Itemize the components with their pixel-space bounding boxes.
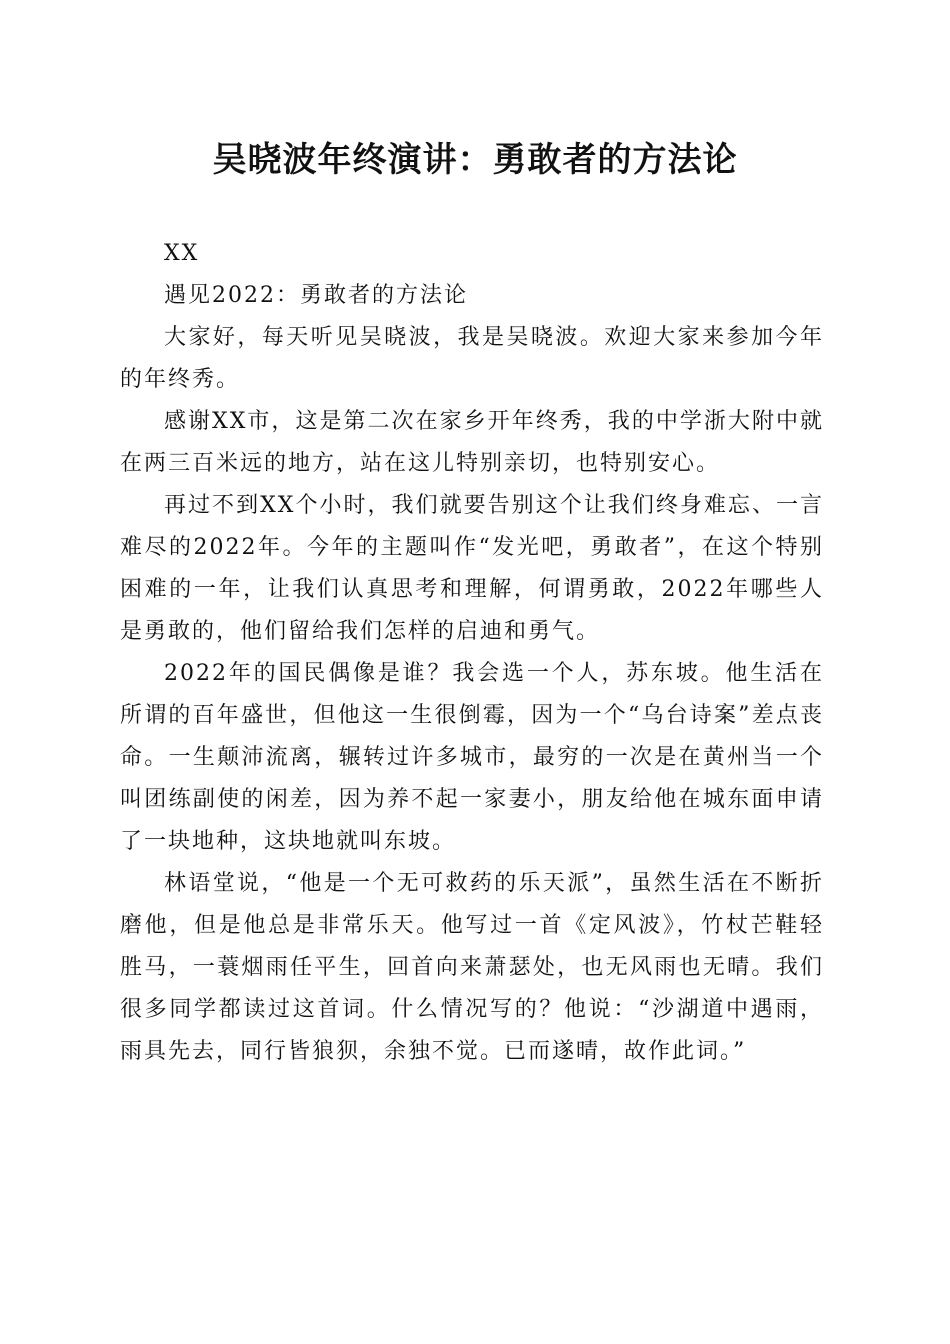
document-body [120,233,824,1073]
paragraph-su-dongpo: 2022年的国民偶像是谁？我会选一个人，苏东坡。他生活在所谓的百年盛世，但他这一生很倒霉，因为一个“乌台诗案”差点丧命。一生颠沛流离，辗转过许多城市，最穷的一次是在黄州当一个叫团练副使的闲差，因为养不起一家妻小，朋友给他在城东面申请了一块地种，这块地就叫东坡。 [120,661,824,854]
paragraph-lin-yutang: 林语堂说，“他是一个无可救药的乐天派”，虽然生活在不断折磨他，但是他总是非常乐天。他写过一首《定风波》，竹杖芒鞋轻胜马，一蓑烟雨任平生，回首向来萧瑟处，也无风雨也无晴。我们很多同学都读过这首词。什么情况写的？他说：“沙湖道中遇雨，雨具先去，同行皆狼狈，余独不觉。已而遂晴，故作此词。” [120,871,824,1064]
paragraph-greeting: 大家好，每天听见吴晓波，我是吴晓波。欢迎大家来参加今年的年终秀。 [120,325,824,392]
paragraph-author: XX [164,241,200,266]
paragraph-thanks: 感谢XX市，这是第二次在家乡开年终秀，我的中学浙大附中就在两三百米远的地方，站在这儿特别亲切，也特别安心。 [120,409,824,476]
paragraph-theme: 再过不到XX个小时，我们就要告别这个让我们终身难忘、一言难尽的2022年。今年的主题叫作“发光吧，勇敢者”，在这个特别困难的一年，让我们认真思考和理解，何谓勇敢，2022年哪些人是勇敢的，他们留给我们怎样的启迪和勇气。 [120,493,824,644]
document-title: 吴晓波年终演讲：勇敢者的方法论 [212,140,738,180]
paragraph-subtitle: 遇见2022：勇敢者的方法论 [164,283,468,308]
